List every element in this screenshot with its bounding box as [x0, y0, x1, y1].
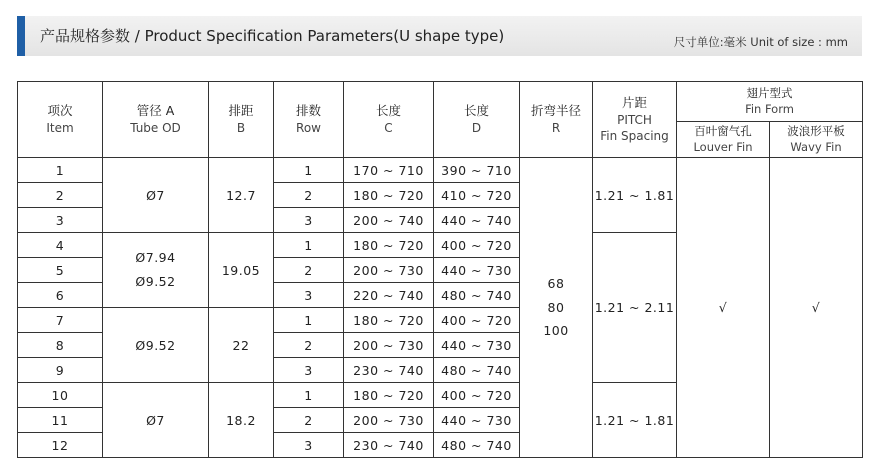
- cell-length-d: 480 ~ 740: [434, 433, 520, 458]
- col-header-tube-od: 管径 A Tube OD: [103, 82, 209, 158]
- cell-item: 7: [18, 308, 103, 333]
- col-header-length-d: 长度 D: [434, 82, 520, 158]
- cell-pitch-b: 12.7: [209, 158, 274, 233]
- cell-length-d: 410 ~ 720: [434, 183, 520, 208]
- col-header-length-c: 长度 C: [344, 82, 434, 158]
- cell-length-d: 480 ~ 740: [434, 283, 520, 308]
- cell-length-d: 440 ~ 740: [434, 208, 520, 233]
- unit-note: 尺寸单位:毫米 Unit of size : mm: [673, 35, 848, 49]
- cell-item: 3: [18, 208, 103, 233]
- cell-item: 1: [18, 158, 103, 183]
- cell-fin-spacing: 1.21 ~ 1.81: [593, 383, 677, 458]
- col-header-item: 项次 Item: [18, 82, 103, 158]
- cell-item: 9: [18, 358, 103, 383]
- col-header-fin-spacing: 片距 PITCH Fin Spacing: [593, 82, 677, 158]
- col-header-pitch-b: 排距 B: [209, 82, 274, 158]
- cell-row: 2: [274, 258, 344, 283]
- tube-od-value: Ø9.52: [135, 274, 176, 289]
- cell-length-c: 180 ~ 720: [344, 308, 434, 333]
- col-header-bend-r: 折弯半径 R: [520, 82, 593, 158]
- cell-fin-spacing: 1.21 ~ 1.81: [593, 158, 677, 233]
- section-header: [17, 16, 862, 56]
- cell-length-c: 180 ~ 720: [344, 383, 434, 408]
- cell-length-d: 440 ~ 730: [434, 408, 520, 433]
- cell-row: 2: [274, 408, 344, 433]
- cell-row: 1: [274, 233, 344, 258]
- cell-length-c: 180 ~ 720: [344, 183, 434, 208]
- cell-length-d: 480 ~ 740: [434, 358, 520, 383]
- cell-bend-r: [520, 158, 593, 458]
- cell-item: 11: [18, 408, 103, 433]
- cell-wavy-fin-check: √: [770, 158, 863, 458]
- cell-tube-od: [103, 233, 209, 308]
- cell-item: 5: [18, 258, 103, 283]
- cell-length-c: 230 ~ 740: [344, 433, 434, 458]
- col-header-louver-fin: 百叶窗气孔 Louver Fin: [677, 122, 770, 158]
- cell-tube-od: Ø7: [103, 158, 209, 233]
- bend-r-value: 80: [547, 299, 565, 315]
- cell-length-d: 400 ~ 720: [434, 233, 520, 258]
- cell-row: 2: [274, 183, 344, 208]
- cell-length-d: 440 ~ 730: [434, 258, 520, 283]
- cell-row: 3: [274, 283, 344, 308]
- cell-length-c: 200 ~ 730: [344, 333, 434, 358]
- cell-length-d: 400 ~ 720: [434, 383, 520, 408]
- cell-length-c: 200 ~ 730: [344, 258, 434, 283]
- cell-row: 1: [274, 308, 344, 333]
- bend-r-value: 100: [543, 323, 569, 339]
- spec-table: [17, 81, 863, 458]
- bend-r-value: 68: [547, 275, 565, 291]
- cell-item: 8: [18, 333, 103, 358]
- cell-item: 10: [18, 383, 103, 408]
- cell-tube-od: Ø9.52: [103, 308, 209, 383]
- col-header-fin-form: 翅片型式 Fin Form: [677, 82, 863, 122]
- cell-row: 3: [274, 433, 344, 458]
- cell-length-c: 200 ~ 730: [344, 408, 434, 433]
- cell-length-c: 180 ~ 720: [344, 233, 434, 258]
- cell-row: 3: [274, 358, 344, 383]
- cell-item: 12: [18, 433, 103, 458]
- cell-length-d: 390 ~ 710: [434, 158, 520, 183]
- cell-length-c: 230 ~ 740: [344, 358, 434, 383]
- cell-pitch-b: 18.2: [209, 383, 274, 458]
- cell-pitch-b: 19.05: [209, 233, 274, 308]
- cell-row: 3: [274, 208, 344, 233]
- cell-fin-spacing: 1.21 ~ 2.11: [593, 233, 677, 383]
- cell-item: 4: [18, 233, 103, 258]
- table-row: [18, 158, 863, 183]
- cell-row: 1: [274, 158, 344, 183]
- cell-louver-fin-check: √: [677, 158, 770, 458]
- page-title: 产品规格参数 / Product Specification Parameters(U shape type): [40, 27, 505, 45]
- cell-item: 2: [18, 183, 103, 208]
- cell-length-d: 400 ~ 720: [434, 308, 520, 333]
- tube-od-value: Ø7.94: [135, 250, 176, 266]
- header-accent-bar: [17, 16, 25, 56]
- cell-length-c: 200 ~ 740: [344, 208, 434, 233]
- cell-length-c: 170 ~ 710: [344, 158, 434, 183]
- col-header-row: 排数 Row: [274, 82, 344, 158]
- cell-length-d: 440 ~ 730: [434, 333, 520, 358]
- col-header-wavy-fin: 波浪形平板 Wavy Fin: [770, 122, 863, 158]
- cell-item: 6: [18, 283, 103, 308]
- cell-length-c: 220 ~ 740: [344, 283, 434, 308]
- cell-tube-od: Ø7: [103, 383, 209, 458]
- cell-row: 2: [274, 333, 344, 358]
- cell-row: 1: [274, 383, 344, 408]
- cell-pitch-b: 22: [209, 308, 274, 383]
